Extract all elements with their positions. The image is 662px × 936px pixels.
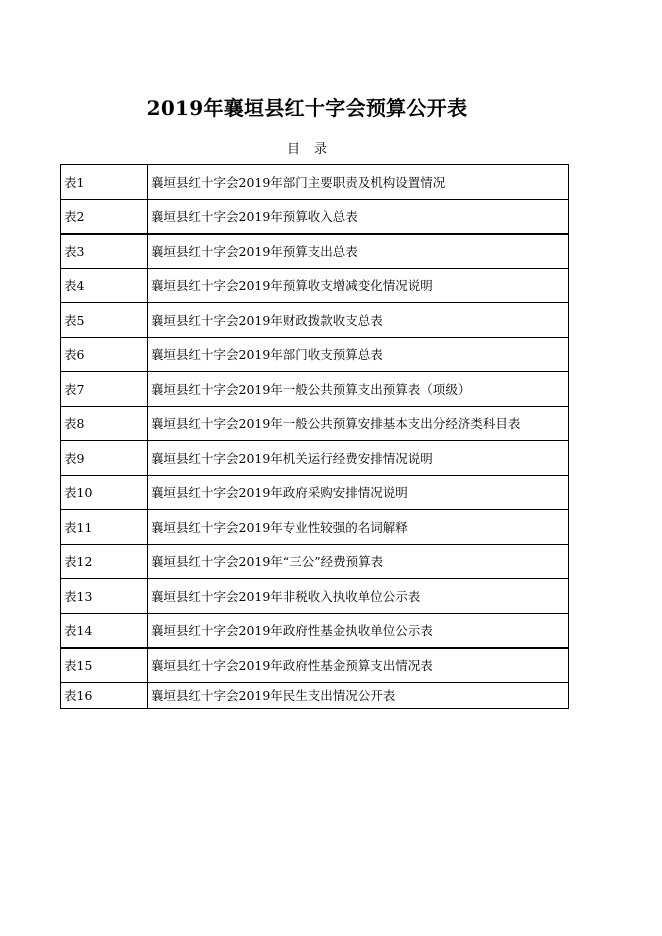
table-number: 表10 [61, 475, 148, 510]
table-title: 襄垣县红十字会2019年一般公共预算支出预算表（项级） [148, 372, 569, 407]
table-title: 襄垣县红十字会2019年财政拨款收支总表 [148, 303, 569, 338]
toc-heading: 目录 [286, 142, 341, 157]
table-number: 表4 [61, 268, 148, 303]
table-title: 襄垣县红十字会2019年部门收支预算总表 [148, 337, 569, 372]
table-number: 表1 [61, 165, 148, 200]
toc-row [61, 165, 569, 200]
table-title: 襄垣县红十字会2019年部门主要职责及机构设置情况 [148, 165, 569, 200]
toc-row [61, 441, 569, 476]
toc-row [61, 303, 569, 338]
table-title: 襄垣县红十字会2019年民生支出情况公开表 [148, 682, 569, 708]
table-number: 表3 [61, 234, 148, 269]
table-title: 襄垣县红十字会2019年政府采购安排情况说明 [148, 475, 569, 510]
toc-row [61, 544, 569, 579]
toc-row [61, 613, 569, 648]
table-number: 表7 [61, 372, 148, 407]
table-number: 表9 [61, 441, 148, 476]
table-number: 表11 [61, 510, 148, 545]
table-title: 襄垣县红十字会2019年机关运行经费安排情况说明 [148, 441, 569, 476]
table-title: 襄垣县红十字会2019年预算支出总表 [148, 234, 569, 269]
toc-row [61, 510, 569, 545]
toc-row [61, 234, 569, 269]
table-title: 襄垣县红十字会2019年“三公”经费预算表 [148, 544, 569, 579]
toc-row [61, 579, 569, 614]
table-number: 表5 [61, 303, 148, 338]
page-title: 2019年襄垣县红十字会预算公开表 [146, 96, 468, 120]
toc-row [61, 682, 569, 708]
table-title: 襄垣县红十字会2019年预算收入总表 [148, 199, 569, 234]
table-number: 表16 [61, 682, 148, 708]
toc-row [61, 406, 569, 441]
table-title: 襄垣县红十字会2019年一般公共预算安排基本支出分经济类科目表 [148, 406, 569, 441]
toc-row [61, 199, 569, 234]
table-title: 襄垣县红十字会2019年政府性基金预算支出情况表 [148, 648, 569, 683]
toc-table [60, 164, 569, 709]
toc-row [61, 337, 569, 372]
table-number: 表2 [61, 199, 148, 234]
table-title: 襄垣县红十字会2019年预算收支增减变化情况说明 [148, 268, 569, 303]
table-title: 襄垣县红十字会2019年政府性基金执收单位公示表 [148, 613, 569, 648]
toc-row [61, 268, 569, 303]
table-number: 表15 [61, 648, 148, 683]
toc-row [61, 475, 569, 510]
table-number: 表12 [61, 544, 148, 579]
table-number: 表13 [61, 579, 148, 614]
toc-row [61, 648, 569, 683]
table-number: 表8 [61, 406, 148, 441]
table-number: 表14 [61, 613, 148, 648]
table-title: 襄垣县红十字会2019年非税收入执收单位公示表 [148, 579, 569, 614]
table-number: 表6 [61, 337, 148, 372]
table-title: 襄垣县红十字会2019年专业性较强的名词解释 [148, 510, 569, 545]
toc-row [61, 372, 569, 407]
